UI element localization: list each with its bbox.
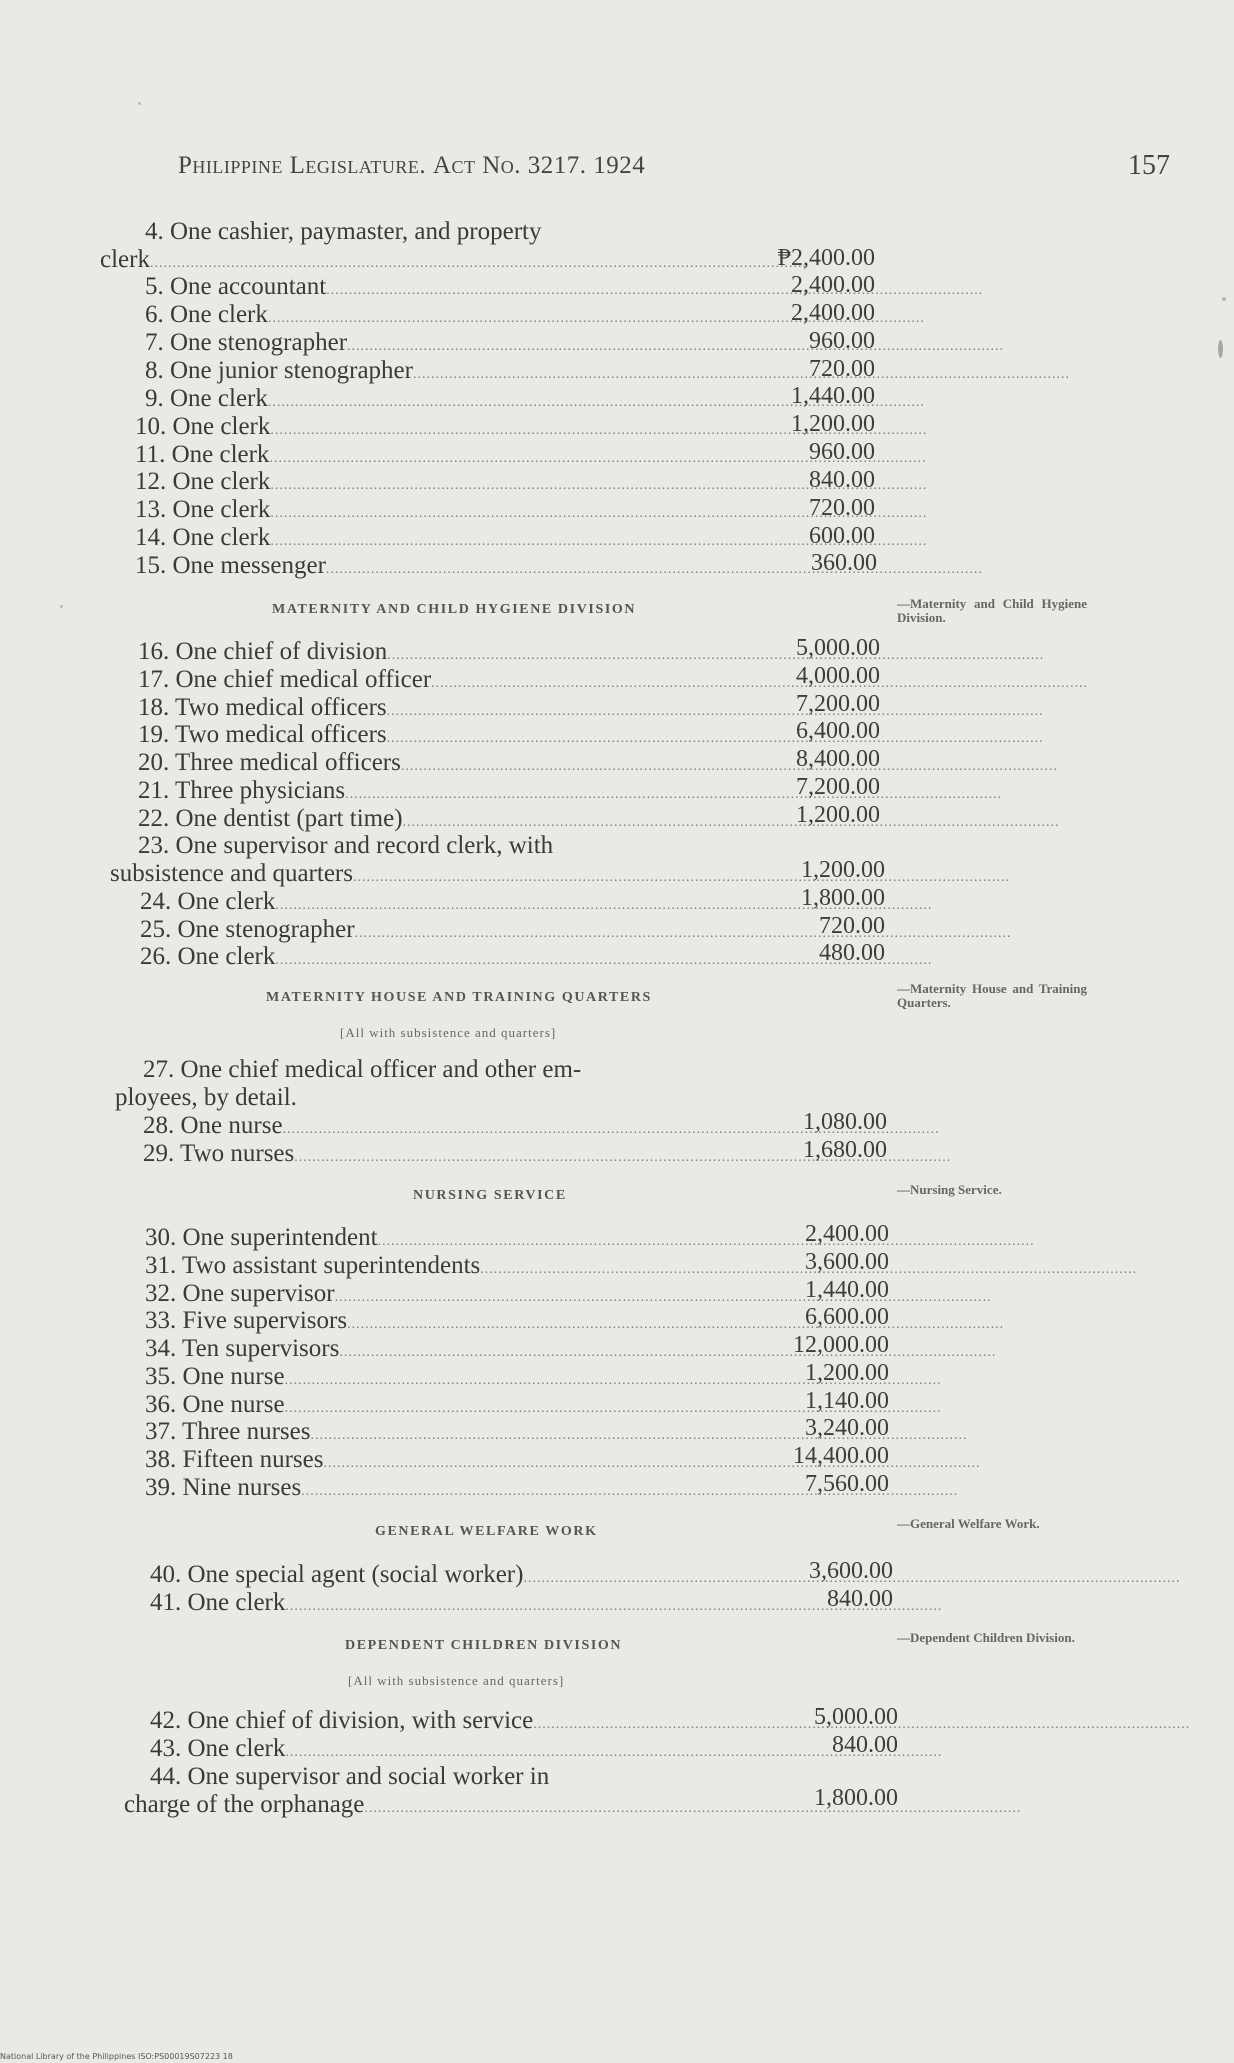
amount-39: 7,560.00 xyxy=(805,1471,889,1497)
item-40 xyxy=(150,1561,701,1589)
item-5 xyxy=(145,273,684,301)
amount-5: 2,400.00 xyxy=(791,272,875,298)
section-heading-nursing: NURSING SERVICE xyxy=(413,1188,567,1203)
scan-footer: National Library of the Philippines ISO:PS00019S07223 18 xyxy=(0,2052,233,2061)
amount-18: 7,200.00 xyxy=(796,691,880,717)
item-17 xyxy=(138,666,690,694)
item-label: 11. One clerk xyxy=(135,441,270,468)
item-44-line-1: 44. One supervisor and social worker in xyxy=(150,1763,550,1790)
amount-19: 6,400.00 xyxy=(796,718,880,744)
item-label: 38. Fifteen nurses xyxy=(145,1446,324,1473)
item-label: 42. One chief of division, with service xyxy=(150,1707,534,1734)
item-label: 16. One chief of division xyxy=(138,638,388,665)
item-label: 30. One superintendent xyxy=(145,1224,378,1251)
item-label: 43. One clerk xyxy=(150,1735,286,1762)
amount-26: 480.00 xyxy=(819,940,885,966)
amount-44: 1,800.00 xyxy=(814,1785,898,1811)
amount-22: 1,200.00 xyxy=(796,802,880,828)
item-31 xyxy=(145,1252,698,1280)
page-number: 157 xyxy=(1128,150,1170,181)
item-label: 37. Three nurses xyxy=(145,1418,311,1445)
item-12 xyxy=(135,468,684,496)
item-16 xyxy=(138,638,690,666)
item-26 xyxy=(140,943,692,971)
running-head-act: Act No. 3217. xyxy=(432,152,587,179)
amount-9: 1,440.00 xyxy=(791,383,875,409)
item-label: 25. One stenographer xyxy=(140,916,355,943)
item-label: 8. One junior stenographer xyxy=(145,357,413,384)
amount-29: 1,680.00 xyxy=(803,1137,887,1163)
section-note-dependent: [All with subsistence and quarters] xyxy=(348,1673,565,1688)
scan-speck xyxy=(1218,340,1223,358)
amount-16: 5,000.00 xyxy=(796,635,880,661)
item-label: 17. One chief medical officer xyxy=(138,666,432,693)
item-label: 22. One dentist (part time) xyxy=(138,805,403,832)
item-29 xyxy=(143,1140,696,1168)
item-25 xyxy=(140,916,692,944)
section-heading-welfare: GENERAL WELFARE WORK xyxy=(375,1524,598,1539)
margin-note-maternity-child: —Maternity and Child Hygiene Division. xyxy=(897,596,1087,625)
item-18 xyxy=(138,694,690,722)
item-28 xyxy=(143,1112,696,1140)
item-label: clerk xyxy=(100,246,150,273)
item-label: 32. One supervisor xyxy=(145,1280,335,1307)
item-label: 33. Five supervisors xyxy=(145,1307,348,1334)
amount-17: 4,000.00 xyxy=(796,663,880,689)
item-label: 10. One clerk xyxy=(135,413,271,440)
item-label: 18. Two medical officers xyxy=(138,694,387,721)
amount-30: 2,400.00 xyxy=(805,1221,889,1247)
amount-8: 720.00 xyxy=(809,356,875,382)
item-label: 40. One special agent (social worker) xyxy=(150,1561,524,1588)
amount-13: 720.00 xyxy=(809,495,875,521)
item-15 xyxy=(135,552,687,580)
item-label: 15. One messenger xyxy=(135,552,326,579)
item-35 xyxy=(145,1363,698,1391)
amount-33: 6,600.00 xyxy=(805,1304,889,1330)
section-heading-maternity-child: MATERNITY AND CHILD HYGIENE DIVISION xyxy=(272,602,637,617)
amount-20: 8,400.00 xyxy=(796,746,880,772)
item-23-line-2 xyxy=(110,860,690,888)
margin-note-nursing: —Nursing Service. xyxy=(897,1182,1002,1197)
section-note-maternity-house: [All with subsistence and quarters] xyxy=(340,1025,557,1040)
item-37 xyxy=(145,1418,698,1446)
item-label: 24. One clerk xyxy=(140,888,276,915)
section-heading-maternity-house: MATERNITY HOUSE AND TRAINING QUARTERS xyxy=(266,990,652,1005)
item-24 xyxy=(140,888,692,916)
amount-10: 1,200.00 xyxy=(791,411,875,437)
item-34 xyxy=(145,1335,698,1363)
amount-25: 720.00 xyxy=(819,913,885,939)
item-label: subsistence and quarters xyxy=(110,860,353,887)
amount-43: 840.00 xyxy=(832,1732,898,1758)
item-label: 5. One accountant xyxy=(145,273,327,300)
item-9 xyxy=(145,385,684,413)
item-4-line-1: 4. One cashier, paymaster, and property xyxy=(145,218,542,245)
margin-note-dependent: —Dependent Children Division. xyxy=(897,1630,1075,1645)
item-21 xyxy=(138,777,690,805)
amount-41: 840.00 xyxy=(827,1586,893,1612)
item-label: charge of the orphanage xyxy=(124,1791,365,1818)
amount-37: 3,240.00 xyxy=(805,1415,889,1441)
scan-speck xyxy=(138,102,141,105)
item-label: 12. One clerk xyxy=(135,468,271,495)
item-label: 21. Three physicians xyxy=(138,777,346,804)
item-41 xyxy=(150,1589,701,1617)
item-label: 29. Two nurses xyxy=(143,1140,295,1167)
amount-7: 960.00 xyxy=(809,328,875,354)
item-22 xyxy=(138,805,690,833)
item-label: 9. One clerk xyxy=(145,385,268,412)
item-label: 13. One clerk xyxy=(135,496,271,523)
amount-11: 960.00 xyxy=(809,439,875,465)
amount-38: 14,400.00 xyxy=(793,1443,889,1469)
item-42 xyxy=(150,1707,703,1735)
dot-leader xyxy=(364,1795,1021,1823)
amount-42: 5,000.00 xyxy=(814,1704,898,1730)
item-27-line-2: ployees, by detail. xyxy=(115,1084,297,1111)
item-label: 31. Two assistant superintendents xyxy=(145,1252,481,1279)
amount-36: 1,140.00 xyxy=(805,1388,889,1414)
margin-note-welfare: —General Welfare Work. xyxy=(897,1516,1040,1531)
item-27-line-1: 27. One chief medical officer and other em- xyxy=(143,1056,582,1083)
item-label: 20. Three medical officers xyxy=(138,749,401,776)
scan-speck xyxy=(60,605,63,608)
amount-12: 840.00 xyxy=(809,467,875,493)
item-label: 14. One clerk xyxy=(135,524,271,551)
amount-21: 7,200.00 xyxy=(796,774,880,800)
amount-4: ₱2,400.00 xyxy=(777,245,875,271)
running-head xyxy=(178,152,645,180)
amount-32: 1,440.00 xyxy=(805,1277,889,1303)
item-label: 19. Two medical officers xyxy=(138,721,387,748)
margin-note-maternity-house: —Maternity House and Training Quarters. xyxy=(897,981,1087,1010)
amount-35: 1,200.00 xyxy=(805,1360,889,1386)
item-7 xyxy=(145,329,684,357)
item-label: 35. One nurse xyxy=(145,1363,285,1390)
item-32 xyxy=(145,1280,698,1308)
item-20 xyxy=(138,749,690,777)
item-36 xyxy=(145,1391,698,1419)
item-label: 28. One nurse xyxy=(143,1112,283,1139)
item-13 xyxy=(135,496,684,524)
item-label: 39. Nine nurses xyxy=(145,1474,302,1501)
item-label: 34. Ten supervisors xyxy=(145,1335,340,1362)
item-label: 41. One clerk xyxy=(150,1589,286,1616)
item-39 xyxy=(145,1474,698,1502)
running-head-legislature: Philippine Legislature. xyxy=(178,152,427,179)
amount-23: 1,200.00 xyxy=(801,857,885,883)
amount-40: 3,600.00 xyxy=(809,1558,893,1584)
item-4-line-2 xyxy=(100,246,684,274)
amount-24: 1,800.00 xyxy=(801,885,885,911)
running-head-year: 1924 xyxy=(593,152,646,179)
item-label: 7. One stenographer xyxy=(145,329,348,356)
item-23-line-1: 23. One supervisor and record clerk, with xyxy=(138,832,554,859)
item-30 xyxy=(145,1224,698,1252)
amount-14: 600.00 xyxy=(809,523,875,549)
item-19 xyxy=(138,721,690,749)
item-label: 26. One clerk xyxy=(140,943,276,970)
amount-31: 3,600.00 xyxy=(805,1249,889,1275)
item-label: 6. One clerk xyxy=(145,301,268,328)
item-33 xyxy=(145,1307,698,1335)
item-44-line-2 xyxy=(124,1791,705,1819)
item-10 xyxy=(135,413,684,441)
item-6 xyxy=(145,301,684,329)
item-14 xyxy=(135,524,684,552)
amount-15: 360.00 xyxy=(811,550,877,576)
item-43 xyxy=(150,1735,703,1763)
item-label: 36. One nurse xyxy=(145,1391,285,1418)
amount-34: 12,000.00 xyxy=(793,1332,889,1358)
dot-leader xyxy=(326,556,983,584)
amount-28: 1,080.00 xyxy=(803,1109,887,1135)
item-38 xyxy=(145,1446,698,1474)
amount-6: 2,400.00 xyxy=(791,300,875,326)
section-heading-dependent: DEPENDENT CHILDREN DIVISION xyxy=(345,1638,623,1653)
scan-speck xyxy=(1222,297,1226,301)
item-11 xyxy=(135,441,684,469)
item-8 xyxy=(145,357,684,385)
